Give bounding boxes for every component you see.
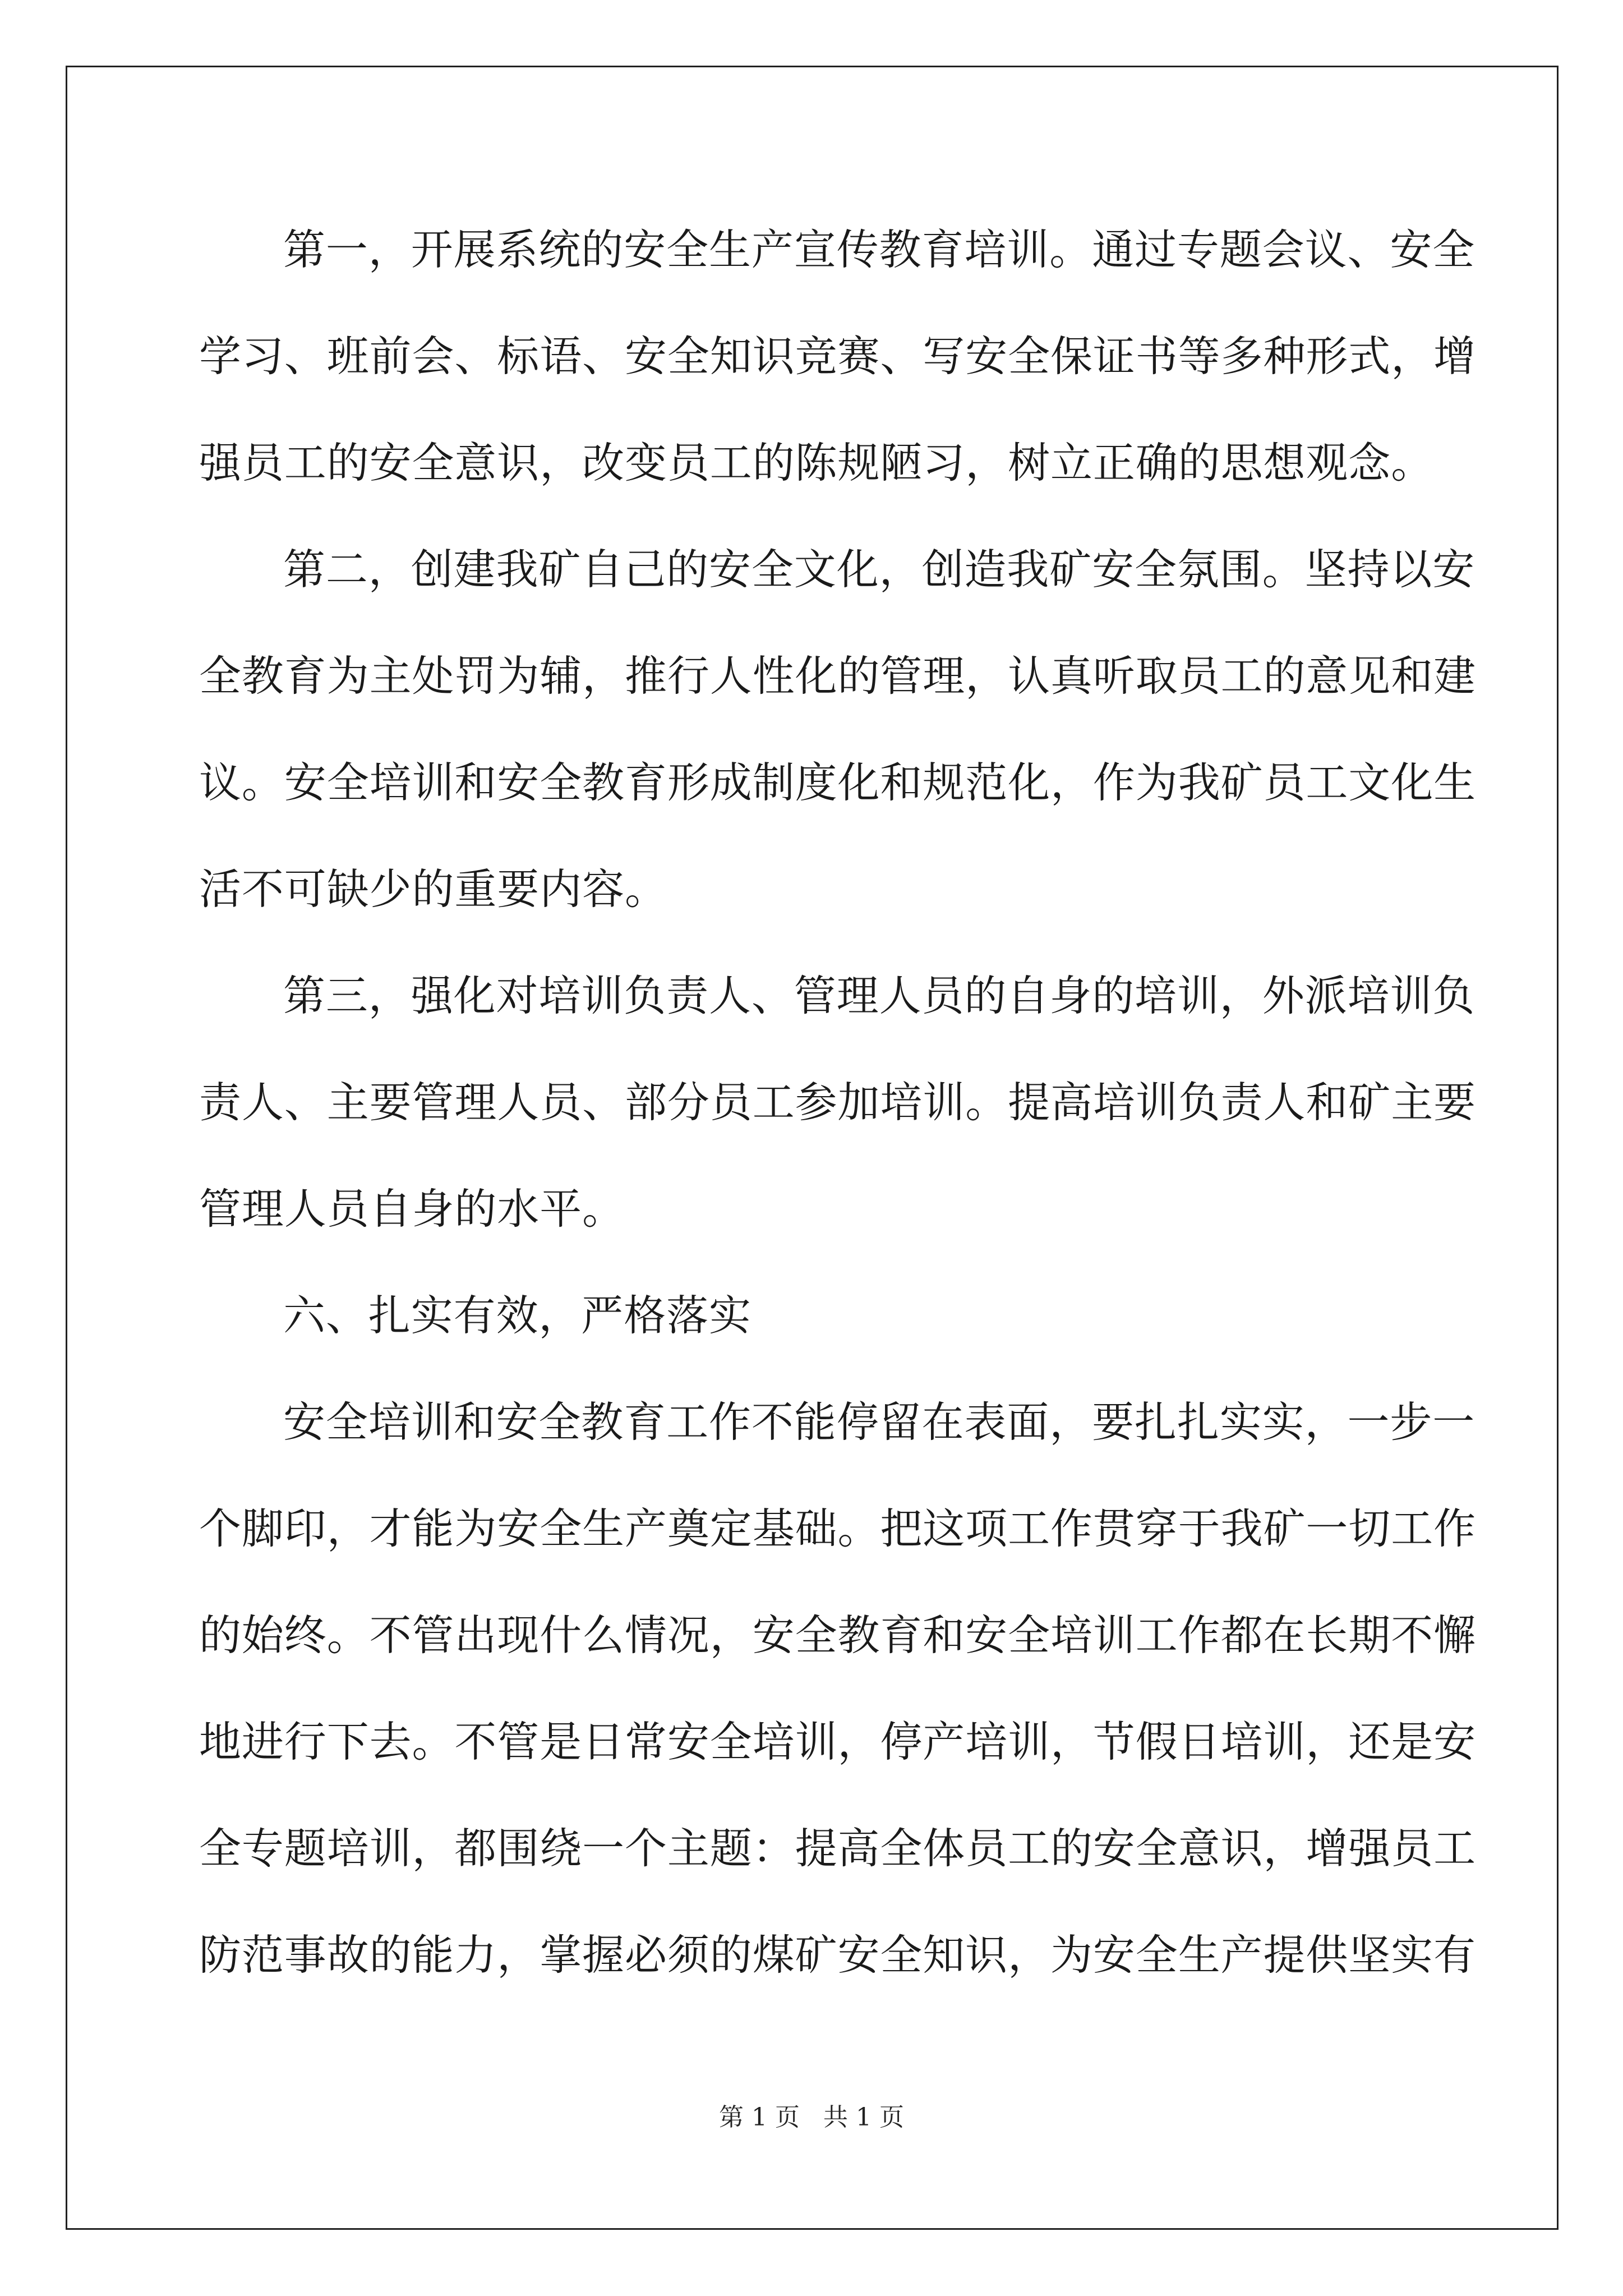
text-line: 强员工的安全意识，改变员工的陈规陋习，树立正确的思想观念。 bbox=[199, 438, 1434, 487]
text-line: 学习、班前会、标语、安全知识竞赛、写安全保证书等多种形式，增 bbox=[199, 332, 1477, 381]
text-line: 的始终。不管出现什么情况，安全教育和安全培训工作都在长期不懈 bbox=[199, 1611, 1477, 1660]
text-line: 安全培训和安全教育工作不能停留在表面，要扎扎实实，一步一 bbox=[283, 1397, 1476, 1447]
text-line: 全教育为主处罚为辅，推行人性化的管理，认真听取员工的意见和建 bbox=[199, 651, 1477, 701]
text-line: 议。安全培训和安全教育形成制度化和规范化，作为我矿员工文化生 bbox=[199, 758, 1477, 807]
text-line: 管理人员自身的水平。 bbox=[199, 1184, 625, 1234]
text-line: 个脚印，才能为安全生产奠定基础。把这项工作贯穿于我矿一切工作 bbox=[199, 1504, 1477, 1553]
page-number-footer: 第 1 页 共 1 页 bbox=[719, 2103, 904, 2132]
text-line: 地进行下去。不管是日常安全培训，停产培训，节假日培训，还是安 bbox=[199, 1717, 1477, 1766]
text-line: 活不可缺少的重要内容。 bbox=[199, 864, 667, 914]
text-line: 防范事故的能力，掌握必须的煤矿安全知识，为安全生产提供坚实有 bbox=[199, 1930, 1477, 1980]
text-line: 第二，创建我矿自己的安全文化，创造我矿安全氛围。坚持以安 bbox=[283, 545, 1476, 594]
text-line: 第三，强化对培训负责人、管理人员的自身的培训，外派培训负 bbox=[283, 971, 1476, 1020]
text-line: 第一，开展系统的安全生产宣传教育培训。通过专题会议、安全 bbox=[283, 225, 1476, 274]
text-line: 全专题培训，都围绕一个主题：提高全体员工的安全意识，增强员工 bbox=[199, 1824, 1477, 1873]
page-border bbox=[66, 66, 1559, 2230]
section-heading: 六、扎实有效，严格落实 bbox=[283, 1291, 751, 1340]
text-line: 责人、主要管理人员、部分员工参加培训。提高培训负责人和矿主要 bbox=[199, 1078, 1477, 1127]
